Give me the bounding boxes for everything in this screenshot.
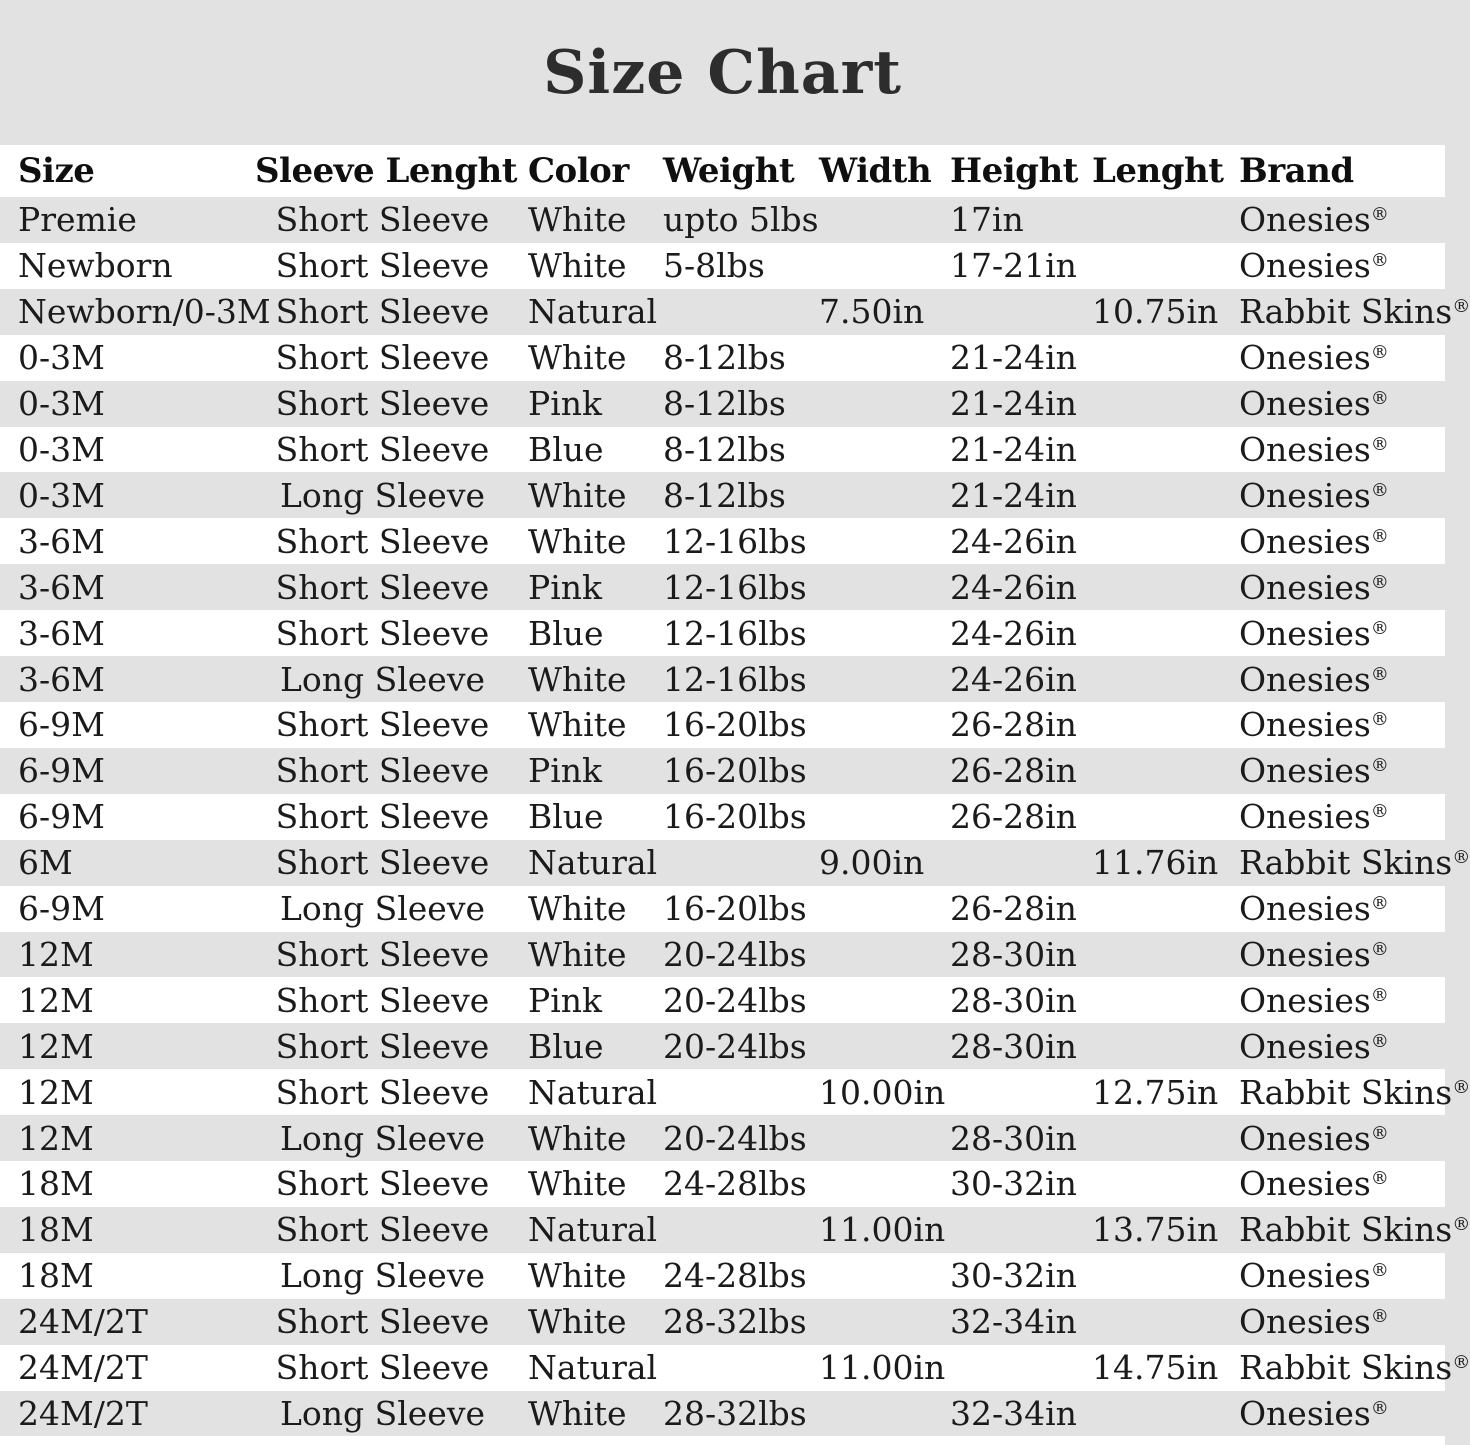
cell-size: 24M/2T <box>18 1302 148 1342</box>
cell-brand <box>1225 1348 1470 1388</box>
cell-sleeve_length: Short Sleeve <box>275 797 490 837</box>
brand-name: Onesies <box>1239 659 1371 699</box>
cell-size: 24M/2T <box>18 1394 148 1434</box>
cell-weight: 12-16lbs <box>663 521 807 561</box>
cell-color: White <box>528 705 627 745</box>
cell-brand <box>1225 935 1445 974</box>
table-row <box>0 886 1445 932</box>
table-row <box>0 564 1445 610</box>
registered-mark: ® <box>1370 342 1389 364</box>
cell-height: 24-26in <box>950 659 1077 699</box>
cell-size: 18M <box>18 1256 94 1296</box>
table-header-row <box>0 145 1445 197</box>
column-header-height: Height <box>950 151 1078 191</box>
cell-sleeve_length: Short Sleeve <box>275 1302 490 1342</box>
registered-mark: ® <box>1370 617 1389 639</box>
cell-width: 10.00in <box>819 1072 946 1112</box>
cell-length: 10.75in <box>1092 292 1219 332</box>
cell-color: White <box>528 1164 627 1204</box>
brand-name: Rabbit Skins <box>1239 1348 1453 1388</box>
registered-mark: ® <box>1370 709 1389 731</box>
cell-weight: 16-20lbs <box>663 705 807 745</box>
cell-length: 14.75in <box>1092 1348 1219 1388</box>
cell-size: 18M <box>18 1164 94 1204</box>
table-row <box>0 840 1470 886</box>
brand-name: Onesies <box>1239 338 1371 378</box>
cell-length: 12.75in <box>1092 1072 1219 1112</box>
cell-sleeve_length: Short Sleeve <box>275 384 490 424</box>
cell-height: 30-32in <box>950 1164 1077 1204</box>
cell-height: 21-24in <box>950 475 1077 515</box>
cell-weight: 8-12lbs <box>663 384 786 424</box>
cell-color: White <box>528 1256 627 1296</box>
cell-color: White <box>528 1394 627 1434</box>
cell-sleeve_length: Short Sleeve <box>275 429 490 469</box>
table-row <box>0 932 1445 978</box>
cell-height: 26-28in <box>950 705 1077 745</box>
table-row <box>0 1299 1445 1345</box>
cell-brand <box>1225 843 1470 883</box>
cell-size: 12M <box>18 1072 94 1112</box>
brand-name: Rabbit Skins <box>1239 843 1453 883</box>
brand-name: Rabbit Skins <box>1239 1210 1453 1250</box>
cell-size: Newborn <box>18 246 173 286</box>
cell-color: Blue <box>528 797 604 837</box>
brand-name: Onesies <box>1239 429 1371 469</box>
cell-brand <box>1225 1072 1470 1112</box>
cell-sleeve_length: Short Sleeve <box>275 1210 490 1250</box>
table-row <box>0 518 1445 564</box>
cell-height: 17-21in <box>950 246 1077 286</box>
cell-size: 12M <box>18 1118 94 1158</box>
brand-name: Onesies <box>1239 200 1371 240</box>
cell-weight: 8-12lbs <box>663 338 786 378</box>
cell-brand <box>1225 1394 1445 1433</box>
cell-brand <box>1225 751 1445 790</box>
cell-height: 24-26in <box>950 613 1077 653</box>
cell-height: 32-34in <box>950 1394 1077 1434</box>
cell-color: Pink <box>528 567 603 607</box>
cell-brand <box>1225 660 1445 699</box>
cell-size: 3-6M <box>18 567 105 607</box>
cell-height: 21-24in <box>950 338 1077 378</box>
cell-sleeve_length: Long Sleeve <box>279 1394 486 1434</box>
cell-weight: 16-20lbs <box>663 797 807 837</box>
cell-brand <box>1225 476 1445 515</box>
cell-weight: 5-8lbs <box>663 246 765 286</box>
cell-size: 24M/2T <box>18 1348 148 1388</box>
brand-name: Onesies <box>1239 475 1371 515</box>
brand-name: Onesies <box>1239 1302 1371 1342</box>
table-row <box>0 1207 1470 1253</box>
cell-size: 0-3M <box>18 338 105 378</box>
cell-weight: 16-20lbs <box>663 751 807 791</box>
cell-size: 0-3M <box>18 429 105 469</box>
registered-mark: ® <box>1370 388 1389 410</box>
cell-weight: 28-32lbs <box>663 1302 807 1342</box>
column-header-weight: Weight <box>663 151 795 191</box>
cell-color: Natural <box>528 1348 658 1388</box>
cell-weight: 24-28lbs <box>663 1256 807 1296</box>
registered-mark: ® <box>1370 755 1389 777</box>
cell-size: 12M <box>18 934 94 974</box>
cell-size: 3-6M <box>18 613 105 653</box>
registered-mark: ® <box>1370 1306 1389 1328</box>
cell-size: 3-6M <box>18 521 105 561</box>
cell-size: 18M <box>18 1210 94 1250</box>
table-row <box>0 381 1445 427</box>
cell-size: 6-9M <box>18 889 105 929</box>
column-header-brand: Brand <box>1239 151 1354 191</box>
column-header-lenght: Lenght <box>1092 151 1224 191</box>
registered-mark: ® <box>1370 1260 1389 1282</box>
registered-mark: ® <box>1370 939 1389 961</box>
cell-size: 0-3M <box>18 384 105 424</box>
cell-height: 28-30in <box>950 1026 1077 1066</box>
table-row <box>0 610 1445 656</box>
cell-sleeve_length: Long Sleeve <box>279 659 486 699</box>
table-row <box>0 656 1445 702</box>
cell-color: White <box>528 889 627 929</box>
cell-height: 21-24in <box>950 429 1077 469</box>
table-row <box>0 794 1445 840</box>
cell-sleeve_length: Short Sleeve <box>275 1026 490 1066</box>
cell-size: 12M <box>18 1026 94 1066</box>
registered-mark: ® <box>1370 525 1389 547</box>
cell-color: White <box>528 934 627 974</box>
cell-brand <box>1225 1210 1470 1250</box>
cell-length: 13.75in <box>1092 1210 1219 1250</box>
cell-color: Blue <box>528 613 604 653</box>
cell-color: White <box>528 246 627 286</box>
registered-mark: ® <box>1370 663 1389 685</box>
cell-weight: 8-12lbs <box>663 475 786 515</box>
table-row <box>0 1345 1470 1391</box>
cell-height: 24-26in <box>950 567 1077 607</box>
brand-name: Onesies <box>1239 613 1371 653</box>
table-row <box>0 243 1445 289</box>
brand-name: Onesies <box>1239 889 1371 929</box>
cell-sleeve_length: Short Sleeve <box>275 705 490 745</box>
brand-name: Onesies <box>1239 980 1371 1020</box>
registered-mark: ® <box>1370 801 1389 823</box>
table-row <box>0 427 1445 473</box>
table-row <box>0 289 1470 335</box>
cell-sleeve_length: Short Sleeve <box>275 567 490 607</box>
registered-mark: ® <box>1452 1076 1470 1098</box>
registered-mark: ® <box>1370 480 1389 502</box>
table-row <box>0 1069 1470 1115</box>
registered-mark: ® <box>1370 984 1389 1006</box>
cell-size: 6M <box>18 843 73 883</box>
cell-height: 28-30in <box>950 1118 1077 1158</box>
table-row <box>0 472 1445 518</box>
brand-name: Onesies <box>1239 705 1371 745</box>
cell-brand <box>1225 338 1445 377</box>
size-table <box>0 145 1470 1445</box>
cell-brand <box>1225 981 1445 1020</box>
cell-sleeve_length: Short Sleeve <box>275 521 490 561</box>
cell-brand <box>1225 1119 1445 1158</box>
brand-name: Onesies <box>1239 934 1371 974</box>
cell-color: Pink <box>528 980 603 1020</box>
registered-mark: ® <box>1370 893 1389 915</box>
cell-weight: 12-16lbs <box>663 613 807 653</box>
cell-height: 26-28in <box>950 889 1077 929</box>
registered-mark: ® <box>1370 1122 1389 1144</box>
registered-mark: ® <box>1370 250 1389 272</box>
registered-mark: ® <box>1370 204 1389 226</box>
cell-height: 17in <box>950 200 1024 240</box>
cell-weight: 24-28lbs <box>663 1164 807 1204</box>
cell-color: Natural <box>528 292 658 332</box>
cell-sleeve_length: Short Sleeve <box>275 751 490 791</box>
cell-weight: 20-24lbs <box>663 934 807 974</box>
cell-sleeve_length: Long Sleeve <box>279 889 486 929</box>
cell-brand <box>1225 705 1445 744</box>
registered-mark: ® <box>1370 1398 1389 1420</box>
table-row <box>0 702 1445 748</box>
cell-weight: 20-24lbs <box>663 1026 807 1066</box>
cell-color: White <box>528 475 627 515</box>
cell-width: 11.00in <box>819 1348 946 1388</box>
registered-mark: ® <box>1370 571 1389 593</box>
cell-sleeve_length: Short Sleeve <box>275 934 490 974</box>
table-row <box>0 197 1445 243</box>
cell-sleeve_length: Short Sleeve <box>275 843 490 883</box>
cell-color: White <box>528 338 627 378</box>
cell-color: Natural <box>528 1210 658 1250</box>
cell-brand <box>1225 797 1445 836</box>
cell-size: 12M <box>18 980 94 1020</box>
page-title: Size Chart <box>543 37 902 108</box>
cell-color: Natural <box>528 1072 658 1112</box>
cell-length: 11.76in <box>1092 843 1219 883</box>
cell-height: 32-34in <box>950 1302 1077 1342</box>
cell-sleeve_length: Short Sleeve <box>275 980 490 1020</box>
cell-brand <box>1225 568 1445 607</box>
column-header-size: Size <box>18 151 95 191</box>
cell-height: 26-28in <box>950 797 1077 837</box>
table-row <box>0 1391 1445 1437</box>
cell-sleeve_length: Short Sleeve <box>275 292 490 332</box>
brand-name: Onesies <box>1239 1256 1371 1296</box>
cell-weight: 8-12lbs <box>663 429 786 469</box>
cell-weight: 28-32lbs <box>663 1394 807 1434</box>
registered-mark: ® <box>1452 296 1470 318</box>
cell-color: White <box>528 200 627 240</box>
cell-sleeve_length: Long Sleeve <box>279 1256 486 1296</box>
table-row <box>0 1253 1445 1299</box>
title-section <box>0 0 1445 145</box>
cell-color: Blue <box>528 1026 604 1066</box>
cell-height: 21-24in <box>950 384 1077 424</box>
cell-width: 9.00in <box>819 843 925 883</box>
registered-mark: ® <box>1370 1168 1389 1190</box>
cell-brand <box>1225 200 1445 239</box>
brand-name: Onesies <box>1239 567 1371 607</box>
cell-brand <box>1225 246 1445 285</box>
registered-mark: ® <box>1370 434 1389 456</box>
cell-height: 28-30in <box>950 934 1077 974</box>
cell-brand <box>1225 292 1470 332</box>
brand-name: Onesies <box>1239 1026 1371 1066</box>
brand-name: Onesies <box>1239 384 1371 424</box>
registered-mark: ® <box>1452 1214 1470 1236</box>
table-row <box>0 748 1445 794</box>
brand-name: Rabbit Skins <box>1239 1072 1453 1112</box>
cell-sleeve_length: Short Sleeve <box>275 246 490 286</box>
cell-color: Pink <box>528 751 603 791</box>
cell-weight: upto 5lbs <box>663 200 819 240</box>
cell-size: Newborn/0-3M <box>18 292 271 332</box>
cell-height: 30-32in <box>950 1256 1077 1296</box>
cell-sleeve_length: Short Sleeve <box>275 1072 490 1112</box>
cell-size: 6-9M <box>18 705 105 745</box>
table-row <box>0 1161 1445 1207</box>
brand-name: Onesies <box>1239 1118 1371 1158</box>
table-row <box>0 1023 1445 1069</box>
cell-weight: 20-24lbs <box>663 1118 807 1158</box>
cell-sleeve_length: Long Sleeve <box>279 475 486 515</box>
cell-color: White <box>528 521 627 561</box>
cell-weight: 16-20lbs <box>663 889 807 929</box>
cell-brand <box>1225 1302 1445 1341</box>
cell-width: 7.50in <box>819 292 925 332</box>
cell-height: 26-28in <box>950 751 1077 791</box>
cell-size: 6-9M <box>18 751 105 791</box>
registered-mark: ® <box>1452 847 1470 869</box>
cell-brand <box>1225 522 1445 561</box>
cell-brand <box>1225 384 1445 423</box>
cell-color: Natural <box>528 843 658 883</box>
brand-name: Onesies <box>1239 797 1371 837</box>
cell-sleeve_length: Short Sleeve <box>275 1164 490 1204</box>
cell-color: White <box>528 1118 627 1158</box>
table-row <box>0 335 1445 381</box>
cell-sleeve_length: Short Sleeve <box>275 338 490 378</box>
cell-size: 3-6M <box>18 659 105 699</box>
cell-height: 24-26in <box>950 521 1077 561</box>
cell-sleeve_length: Short Sleeve <box>275 200 490 240</box>
brand-name: Onesies <box>1239 1394 1371 1434</box>
cell-weight: 12-16lbs <box>663 659 807 699</box>
brand-name: Rabbit Skins <box>1239 292 1453 332</box>
cell-color: White <box>528 659 627 699</box>
cell-weight: 12-16lbs <box>663 567 807 607</box>
registered-mark: ® <box>1452 1352 1470 1374</box>
column-header-sleeve-lenght: Sleeve Lenght <box>255 151 517 191</box>
cell-weight: 20-24lbs <box>663 980 807 1020</box>
table-row <box>0 1115 1445 1161</box>
cell-sleeve_length: Short Sleeve <box>275 1348 490 1388</box>
column-header-color: Color <box>528 151 629 191</box>
cell-size: 6-9M <box>18 797 105 837</box>
cell-color: Pink <box>528 384 603 424</box>
cell-brand <box>1225 1256 1445 1295</box>
cell-brand <box>1225 1027 1445 1066</box>
brand-name: Onesies <box>1239 1164 1371 1204</box>
table-body <box>0 197 1470 1436</box>
brand-name: Onesies <box>1239 246 1371 286</box>
cell-brand <box>1225 1164 1445 1203</box>
cell-height: 28-30in <box>950 980 1077 1020</box>
cell-width: 11.00in <box>819 1210 946 1250</box>
cell-color: Blue <box>528 429 604 469</box>
cell-brand <box>1225 430 1445 469</box>
cell-color: White <box>528 1302 627 1342</box>
cell-brand <box>1225 614 1445 653</box>
cell-size: Premie <box>18 200 137 240</box>
table-row <box>0 977 1445 1023</box>
brand-name: Onesies <box>1239 521 1371 561</box>
brand-name: Onesies <box>1239 751 1371 791</box>
cell-size: 0-3M <box>18 475 105 515</box>
column-header-width: Width <box>819 151 932 191</box>
cell-sleeve_length: Short Sleeve <box>275 613 490 653</box>
registered-mark: ® <box>1370 1030 1389 1052</box>
cell-brand <box>1225 889 1445 928</box>
cell-sleeve_length: Long Sleeve <box>279 1118 486 1158</box>
